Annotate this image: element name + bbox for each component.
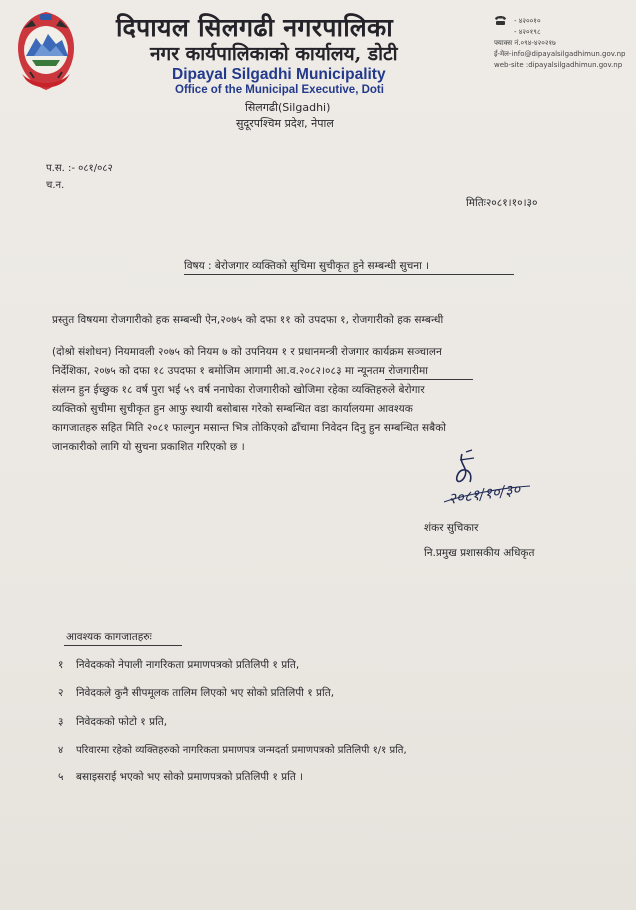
document-item-text: निवेदकको फोटो १ प्रति, — [76, 716, 168, 728]
fiscal-year-underline — [385, 379, 473, 380]
nepal-emblem-icon — [10, 8, 82, 94]
city-name: सिलगढी(Silgadhi) — [245, 101, 331, 114]
telephone-icon — [494, 16, 507, 25]
phone-number-1: - ४२००१० — [514, 17, 541, 25]
email-address: ई-मेल-info@dipayalsilgadhimun.gov.np — [494, 50, 626, 58]
document-item-number: ५ — [58, 771, 64, 783]
document-item-number: ३ — [58, 716, 64, 728]
body-line-7: जानकारीको लागि यो सुचना प्रकाशित गरिएको छ । — [52, 441, 245, 453]
document-item — [58, 770, 303, 784]
signature-date: २०८१/१०/३० — [447, 480, 522, 508]
body-line-6: कागजातहरु सहित मिति २०८१ फाल्गुन मसान्त भित्र तोकिएको ढाँचामा निवेदन दिनु हुन सम्बन्धित सबैको — [52, 422, 447, 434]
document-item-number: १ — [58, 659, 64, 671]
fax-number: फ्याक्स नं.०९४-४२०२१७ — [494, 39, 556, 47]
body-line-4: संलग्न हुन ईच्छुक १८ वर्ष पुरा भई ५९ वर्ष ननाघेका रोजगारीको खोजिमा रहेका व्यक्तिहरुले बेरोगार — [52, 384, 425, 396]
document-item — [58, 715, 167, 729]
body-line-3: निर्देशिका, २०७५ को दफा १८ उपदफा १ बमोजिम आगामी आ.व.२०८२।०८३ मा न्यूनतम रोजगारीमा — [52, 365, 429, 377]
dispatch-number: च.न. — [46, 180, 65, 191]
phone-number-2: - ४२०१९८ — [514, 28, 541, 36]
document-item-number: २ — [58, 687, 64, 699]
document-item-text: बसाइसराई भएको भए सोको प्रमाणपत्रको प्रतिलिपी १ प्रति । — [76, 771, 304, 783]
website-address: web-site :dipayalsilgadhimun.gov.np — [494, 61, 623, 69]
reference-number: प.स. :- ०८१/०८२ — [46, 163, 113, 174]
office-name-english: Office of the Municipal Executive, Doti — [175, 84, 384, 96]
subject-line: विषय : बेरोजगार व्यक्तिको सुचिमा सुचीकृत हुने सम्बन्धी सुचना । — [184, 260, 430, 272]
documents-heading-underline — [64, 645, 182, 646]
documents-heading: आवश्यक कागजातहरुः — [66, 631, 152, 643]
letter-date: मितिः२०८१।१०।३० — [466, 197, 538, 209]
document-item — [58, 742, 407, 756]
municipality-name-nepali: दिपायल सिलगढी नगरपालिका — [116, 13, 393, 42]
document-item-text: निवेदकले कुनै सीपमूलक तालिम लिएको भए सोको प्रतिलिपी १ प्रति, — [76, 687, 335, 699]
province-name: सुदूरपश्चिम प्रदेश, नेपाल — [236, 117, 334, 130]
office-name-nepali: नगर कार्यपालिकाको कार्यालय, डोटी — [150, 43, 398, 65]
body-line-5: व्यक्तिको सुचीमा सुचीकृत हुन आफु स्थायी बसोबास गरेको सम्बन्धित वडा कार्यालयमा आवश्यक — [52, 403, 413, 415]
signatory-title: नि.प्रमुख प्रशासकीय अधिकृत — [424, 547, 535, 559]
signatory-name: शंकर सुचिकार — [424, 522, 479, 534]
document-item-text: निवेदकको नेपाली नागरिकता प्रमाणपत्रको प्रतिलिपी १ प्रति, — [76, 659, 300, 671]
subject-underline — [184, 274, 514, 275]
document-item — [58, 658, 299, 672]
document-item — [58, 686, 334, 700]
document-item-text: परिवारमा रहेको व्यक्तिहरुको नागरिकता प्रमाणपत्र जन्मदर्ता प्रमाणपत्रको प्रतिलिपी १/१ प्रति, — [76, 745, 407, 756]
municipality-name-english: Dipayal Silgadhi Municipality — [172, 66, 386, 83]
body-line-2: (दोश्रो संशोधन) नियमावली २०७५ को नियम ७ को उपनियम १ र प्रधानमन्त्री रोजगार कार्यक्रम सञ्चालन — [52, 346, 442, 358]
document-item-number: ४ — [58, 745, 64, 756]
body-line-1: प्रस्तुत विषयमा रोजगारीको हक सम्बन्धी ऐन,२०७५ को दफा ११ को उपदफा १, रोजगारीको हक सम्बन्धी — [52, 314, 444, 326]
